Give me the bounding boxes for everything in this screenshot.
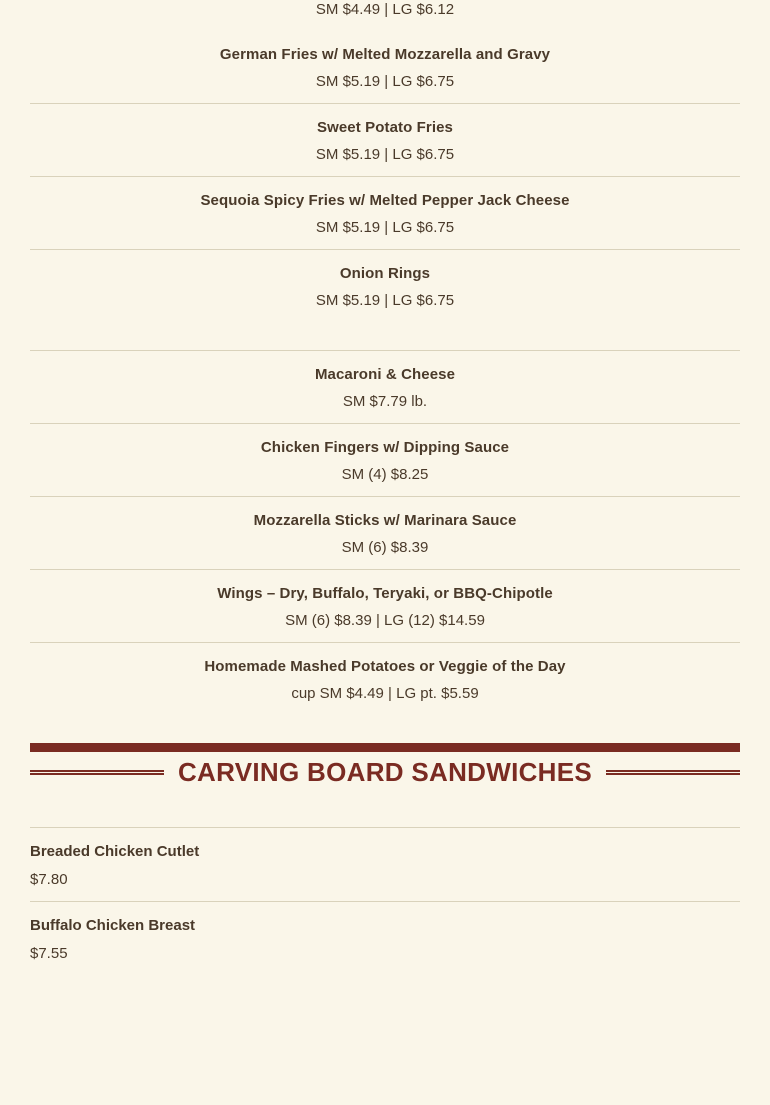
menu-item-title: Onion Rings [339, 265, 431, 282]
section-accent-bar [30, 743, 740, 752]
section-title: CARVING BOARD SANDWICHES [177, 757, 593, 787]
sandwich-list [30, 827, 740, 975]
menu-item [30, 350, 740, 423]
menu-item [30, 569, 740, 642]
section-title-row [30, 757, 740, 787]
menu-item-title: Homemade Mashed Potatoes or Veggie of the Day [204, 658, 566, 675]
menu-item [30, 249, 740, 350]
sides-menu-list [30, 31, 740, 715]
menu-item-price: SM $5.19 | LG $6.75 [315, 73, 455, 90]
menu-item-partial [30, 0, 740, 31]
menu-item-title: Chicken Fingers w/ Dipping Sauce [260, 439, 510, 456]
sandwich-item-title: Breaded Chicken Cutlet [30, 843, 200, 860]
section-rule-right [606, 770, 740, 775]
menu-item-title: Macaroni & Cheese [314, 366, 456, 383]
sandwich-item-title: Buffalo Chicken Breast [30, 917, 196, 934]
section-rule-left [30, 770, 164, 775]
section-header-carving-board [30, 743, 740, 787]
menu-item [30, 642, 740, 715]
menu-item-title: Sequoia Spicy Fries w/ Melted Pepper Jack Cheese [200, 192, 570, 209]
menu-item [30, 496, 740, 569]
menu-item-price: SM (6) $8.39 [341, 539, 429, 556]
sandwich-item-price: $7.80 [30, 871, 68, 888]
menu-item [30, 103, 740, 176]
menu-item-title: Wings – Dry, Buffalo, Teryaki, or BBQ-Chipotle [217, 585, 553, 602]
menu-item [30, 31, 740, 103]
menu-item [30, 423, 740, 496]
menu-item-title: Sweet Potato Fries [316, 119, 453, 136]
sandwich-item-price: $7.55 [30, 945, 68, 962]
menu-item [30, 176, 740, 249]
menu-item-price: SM (4) $8.25 [341, 466, 429, 483]
menu-item-price: cup SM $4.49 | LG pt. $5.59 [291, 685, 479, 702]
sandwich-item [30, 827, 740, 901]
menu-item-price: SM $5.19 | LG $6.75 [315, 292, 455, 309]
menu-item-price: SM $5.19 | LG $6.75 [315, 219, 455, 236]
menu-item-price: SM (6) $8.39 | LG (12) $14.59 [285, 612, 485, 629]
menu-item-price: SM $4.49 | LG $6.12 [315, 1, 455, 18]
menu-item-title: Mozzarella Sticks w/ Marinara Sauce [253, 512, 517, 529]
sandwich-item [30, 901, 740, 975]
menu-item-price: SM $5.19 | LG $6.75 [315, 146, 455, 163]
menu-item-title: German Fries w/ Melted Mozzarella and Gravy [219, 46, 551, 63]
menu-item-price: SM $7.79 lb. [342, 393, 428, 410]
